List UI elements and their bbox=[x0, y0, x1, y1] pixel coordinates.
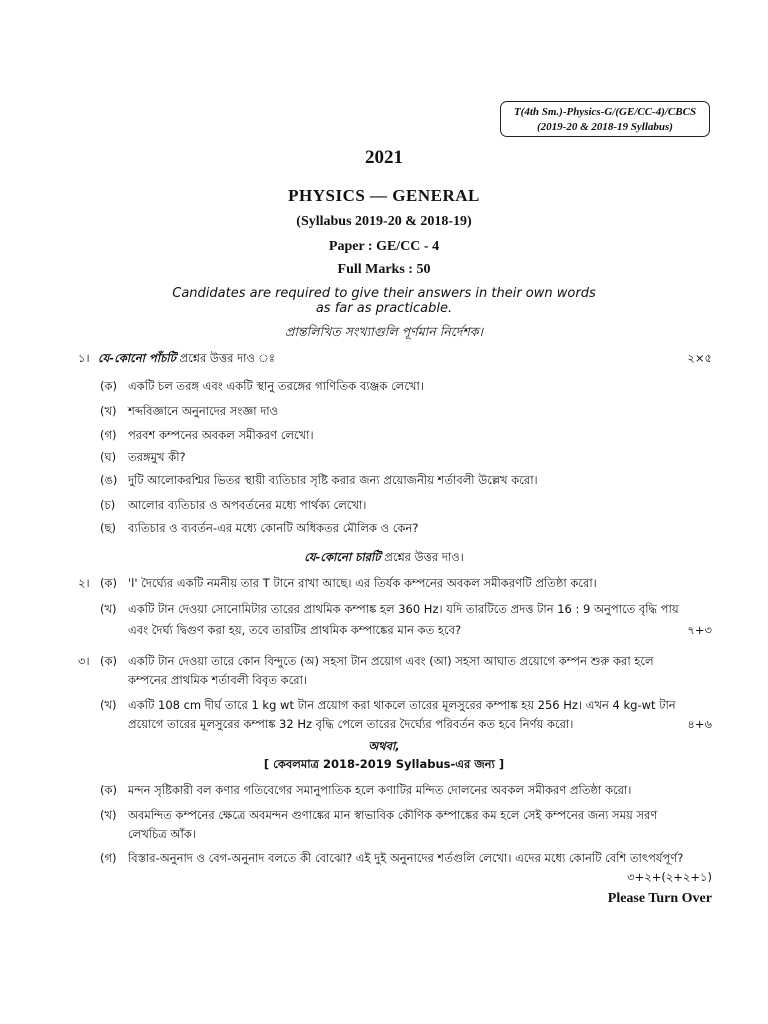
q1-item-text: পরবশ কম্পনের অবকল সমীকরণ লেখো। bbox=[128, 428, 314, 442]
q2a-text: 'l' দৈর্ঘ্যের একটি নমনীয় তার T টানে রাখা আছে। এর তির্যক কম্পনের অবকল সমীকরণটি প্রতিষ্ঠা করো। bbox=[128, 576, 597, 590]
prompt-rest: প্রশ্নের উত্তর দাও ঃ bbox=[175, 351, 276, 365]
section-heading-rest: প্রশ্নের উত্তর দাও। bbox=[380, 550, 464, 564]
q1-item-text: ব্যতিচার ও ব্যবর্তন-এর মধ্যে কোনটি অধিকতর মৌলিক ও কেন? bbox=[128, 521, 419, 535]
paper-code: T(4th Sm.)-Physics-G/(GE/CC-4)/CBCS bbox=[513, 106, 697, 118]
or-item-text: বিস্তার-অনুনাদ ও বেগ-অনুনাদ বলতে কী বোঝো? এই দুই অনুনাদের শর্তগুলি লেখো। এদের মধ্যে কোনটি বেশি তাৎপর্যপূর্ণ? bbox=[128, 851, 684, 865]
q1-item-label: (ঘ) bbox=[100, 450, 117, 464]
marks-instruction: প্রান্তলিখিত সংখ্যাগুলি পূর্ণমান নির্দেশক। bbox=[285, 324, 483, 339]
q1-item-text: আলোর ব্যতিচার ও অপবর্তনের মধ্যে পার্থক্য লেখো। bbox=[128, 498, 367, 512]
full-marks: Full Marks : 50 bbox=[337, 262, 431, 277]
q1-item-text: একটি চল তরঙ্গ এবং একটি স্থানু তরঙ্গের গাণিতিক ব্যঞ্জক লেখো। bbox=[128, 379, 424, 393]
syllabus-note: [ কেবলমাত্র 2018-2019 Syllabus-এর জন্য ] bbox=[263, 757, 505, 771]
q2b-text-line-1: একটি টান দেওয়া সোনোমিটার তারের প্রাথমিক কম্পাঙ্ক হল 360 Hz। যদি তারটিতে প্রদত্ত টান 16 : 9 অনুপাতে বৃদ্ধি পায় bbox=[128, 602, 679, 616]
q3b-label: (খ) bbox=[100, 698, 117, 712]
q3a-text-line-1: একটি টান দেওয়া তারে কোন বিন্দুতে (অ) সহসা টান প্রয়োগ এবং (আ) সহসা আঘাত প্রয়োগে কম্পন শুরু করা হলে bbox=[128, 654, 654, 668]
q3a-text-line-2: কম্পনের প্রাথমিক শর্তাবলী বিবৃত করো। bbox=[128, 673, 308, 687]
instruction-line-2: as far as practicable. bbox=[315, 301, 453, 316]
or-item-text: মন্দন সৃষ্টিকারী বল কণার গতিবেগের সমানুপাতিক হলে কণাটির মন্দিত দোলনের অবকল সমীকরণ প্রতিষ্ঠা করো। bbox=[128, 783, 632, 797]
question-1-number: ১। bbox=[78, 351, 90, 365]
or-item-text-line-1: অবমন্দিত কম্পনের ক্ষেত্রে অবমন্দন গুণাঙ্কের মান স্বাভাবিক কৌণিক কম্পাঙ্কের কম হলে সেই কম্পনের জন্য সময় সরণ bbox=[128, 808, 658, 822]
question-2-number: ২। bbox=[78, 576, 90, 590]
or-label: অথবা, bbox=[368, 739, 400, 753]
subject-title: PHYSICS — GENERAL bbox=[288, 186, 480, 205]
q1-item-label: (ক) bbox=[100, 379, 118, 393]
or-item-label: (ক) bbox=[100, 783, 118, 797]
syllabus-line: (Syllabus 2019-20 & 2018-19) bbox=[296, 214, 472, 229]
instruction bbox=[0, 286, 768, 316]
section-heading-emphasis: যে-কোনো চারটি bbox=[304, 550, 381, 564]
q3b-text-line-1: একটি 108 cm দীর্ঘ তারে 1 kg wt টান প্রয়োগ করা থাকলে তারের মূলসুরের কম্পাঙ্ক হয় 256 Hz। এখন 4 kg-wt টান bbox=[128, 698, 676, 712]
or-item-text-line-2: লেখচিত্র আঁক। bbox=[128, 827, 196, 841]
or-item-label: (গ) bbox=[100, 851, 117, 865]
paper-code-box bbox=[500, 101, 710, 137]
exam-year: 2021 bbox=[365, 147, 403, 168]
q2b-text-line-2: এবং দৈর্ঘ্য দ্বিগুণ করা হয়, তবে তারটির প্রাথমিক কম্পাঙ্কের মান কত হবে? bbox=[128, 623, 462, 637]
q2a-label: (ক) bbox=[100, 576, 118, 590]
question-1-prompt bbox=[98, 348, 275, 368]
q1-item-text: তরঙ্গমুখ কী? bbox=[128, 450, 186, 464]
question-2-marks: ৭+৩ bbox=[687, 623, 712, 637]
q1-item-label: (গ) bbox=[100, 428, 117, 442]
q1-item-label: (খ) bbox=[100, 404, 117, 418]
q1-item-label: (ঙ) bbox=[100, 473, 118, 487]
q3b-text-line-2: প্রয়োগে তারের মূলসুরের কম্পাঙ্ক 32 Hz বৃদ্ধি পেলে তারের দৈর্ঘ্যের পরিবর্তন কত হবে নির্ণয় করো। bbox=[128, 717, 574, 731]
question-3-number: ৩। bbox=[78, 654, 90, 668]
syllabus-code: (2019-20 & 2018-19 Syllabus) bbox=[537, 121, 673, 133]
q1-item-label: (চ) bbox=[100, 498, 116, 512]
section-heading bbox=[0, 549, 768, 568]
q1-item-label: (ছ) bbox=[100, 521, 116, 535]
instruction-line-1: Candidates are required to give their answers in their own words bbox=[172, 286, 596, 301]
paper-line: Paper : GE/CC - 4 bbox=[328, 239, 440, 254]
prompt-emphasis: যে-কোনো পাঁচটি bbox=[98, 351, 176, 365]
or-item-label: (খ) bbox=[100, 808, 117, 822]
please-turn-over: Please Turn Over bbox=[607, 891, 712, 906]
or-block-marks: ৩+২+(২+২+১) bbox=[627, 870, 712, 884]
question-3-marks: ৪+৬ bbox=[687, 717, 712, 731]
question-1-marks: ২×৫ bbox=[687, 351, 712, 365]
q2b-label: (খ) bbox=[100, 602, 117, 616]
q1-item-text: শব্দবিজ্ঞানে অনুনাদের সংজ্ঞা দাও bbox=[128, 404, 279, 418]
q3a-label: (ক) bbox=[100, 654, 118, 668]
q1-item-text: দুটি আলোকরশ্মির ভিতর স্থায়ী ব্যতিচার সৃষ্টি করার জন্য প্রয়োজনীয় শর্তাবলী উল্লেখ করো। bbox=[128, 473, 538, 487]
